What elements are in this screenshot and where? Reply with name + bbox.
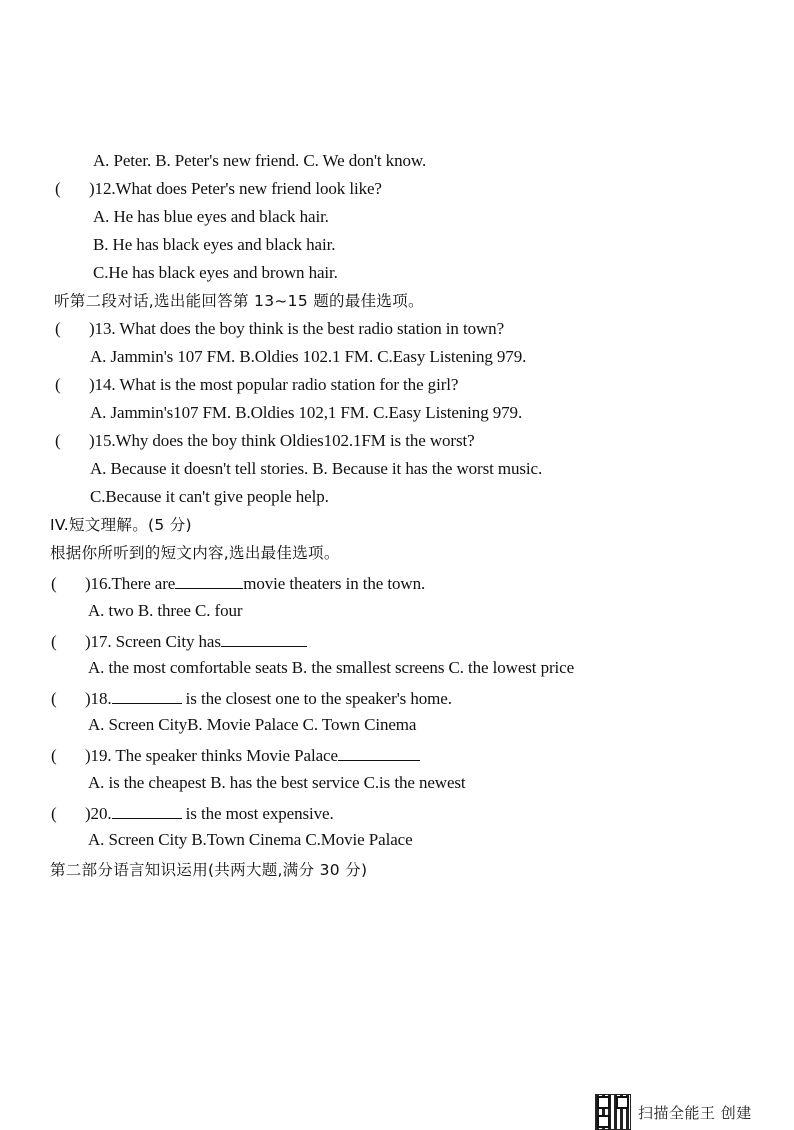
line-text: )20. <box>85 804 112 823</box>
q19-options <box>88 773 466 793</box>
scanner-watermark <box>596 1094 752 1130</box>
line-text: 根据你所听到的短文内容,选出最佳选项。 <box>50 544 340 562</box>
line-text: )19. The speaker thinks Movie Palace <box>85 746 338 765</box>
q13-stem <box>55 319 504 339</box>
answer-bracket[interactable]: ( <box>51 632 57 651</box>
answer-bracket[interactable]: ( <box>51 804 57 823</box>
line-text: C.He has black eyes and brown hair. <box>93 263 338 282</box>
answer-bracket[interactable]: ( <box>55 431 61 450</box>
watermark-text: 扫描全能王 创建 <box>638 1103 752 1122</box>
line-text: A. Because it doesn't tell stories. B. Because it has the worst music. <box>90 459 543 478</box>
section-heading-iv <box>50 515 192 535</box>
fill-blank[interactable] <box>112 687 182 704</box>
q14-stem <box>55 375 458 395</box>
line-text: 第二部分语言知识运用(共两大题,满分 30 分) <box>50 861 368 879</box>
line-text: A. two B. three C. four <box>88 601 243 620</box>
q17-stem <box>51 630 307 652</box>
answer-bracket[interactable]: ( <box>55 319 61 338</box>
answer-bracket[interactable]: ( <box>51 746 57 765</box>
line-text: )12.What does Peter's new friend look like? <box>89 179 382 198</box>
fill-blank[interactable] <box>338 744 420 761</box>
line-text: )16.There are <box>85 574 176 593</box>
line-text: A. Screen CityB. Movie Palace C. Town Cinema <box>88 715 417 734</box>
fill-blank[interactable] <box>112 802 182 819</box>
line-text: )14. What is the most popular radio station for the girl? <box>89 375 459 394</box>
q11-options <box>93 151 426 171</box>
part-two-heading <box>50 860 367 880</box>
line-text: A. is the cheapest B. has the best service C.is the newest <box>88 773 466 792</box>
q18-stem <box>51 687 452 709</box>
line-text: is the closest one to the speaker's home. <box>181 689 452 708</box>
q20-stem <box>51 802 334 824</box>
fill-blank[interactable] <box>221 630 307 647</box>
line-text: A. Screen City B.Town Cinema C.Movie Palace <box>88 830 413 849</box>
q16-stem <box>51 572 425 594</box>
line-text: IV.短文理解。(5 分) <box>50 516 192 534</box>
q15-option-c <box>90 487 329 507</box>
line-text: is the most expensive. <box>181 804 334 823</box>
answer-bracket[interactable]: ( <box>51 574 57 593</box>
q12-option-c <box>93 263 338 283</box>
line-text: )13. What does the boy think is the best radio station in town? <box>89 319 505 338</box>
q18-options <box>88 715 416 735</box>
q13-options <box>90 347 526 367</box>
q12-option-a <box>93 207 329 227</box>
line-text: A. the most comfortable seats B. the smallest screens C. the lowest price <box>88 658 575 677</box>
q17-options <box>88 658 574 678</box>
answer-bracket[interactable]: ( <box>51 689 57 708</box>
q12-stem <box>55 179 382 199</box>
line-text: B. He has black eyes and black hair. <box>93 235 336 254</box>
line-text: )18. <box>85 689 112 708</box>
q20-options <box>88 830 413 850</box>
section-instruction-13-15 <box>54 291 424 311</box>
line-text: C.Because it can't give people help. <box>90 487 329 506</box>
q14-options <box>90 403 522 423</box>
line-text: A. Jammin's107 FM. B.Oldies 102,1 FM. C.Easy Listening 979. <box>90 403 523 422</box>
line-text: A. He has blue eyes and black hair. <box>93 207 329 226</box>
line-text: A. Peter. B. Peter's new friend. C. We don't know. <box>93 151 427 170</box>
section-instruction-iv <box>50 543 340 563</box>
answer-bracket[interactable]: ( <box>55 375 61 394</box>
line-text: movie theaters in the town. <box>243 574 426 593</box>
line-text: )15.Why does the boy think Oldies102.1FM is the worst? <box>89 431 475 450</box>
fill-blank[interactable] <box>175 572 243 589</box>
q15-options-ab <box>90 459 542 479</box>
line-text: )17. Screen City has <box>85 632 221 651</box>
q15-stem <box>55 431 475 451</box>
line-text: A. Jammin's 107 FM. B.Oldies 102.1 FM. C.Easy Listening 979. <box>90 347 527 366</box>
q12-option-b <box>93 235 335 255</box>
q16-options <box>88 601 242 621</box>
answer-bracket[interactable]: ( <box>55 179 61 198</box>
line-text: 听第二段对话,选出能回答第 13~15 题的最佳选项。 <box>54 292 424 310</box>
q19-stem <box>51 744 420 766</box>
